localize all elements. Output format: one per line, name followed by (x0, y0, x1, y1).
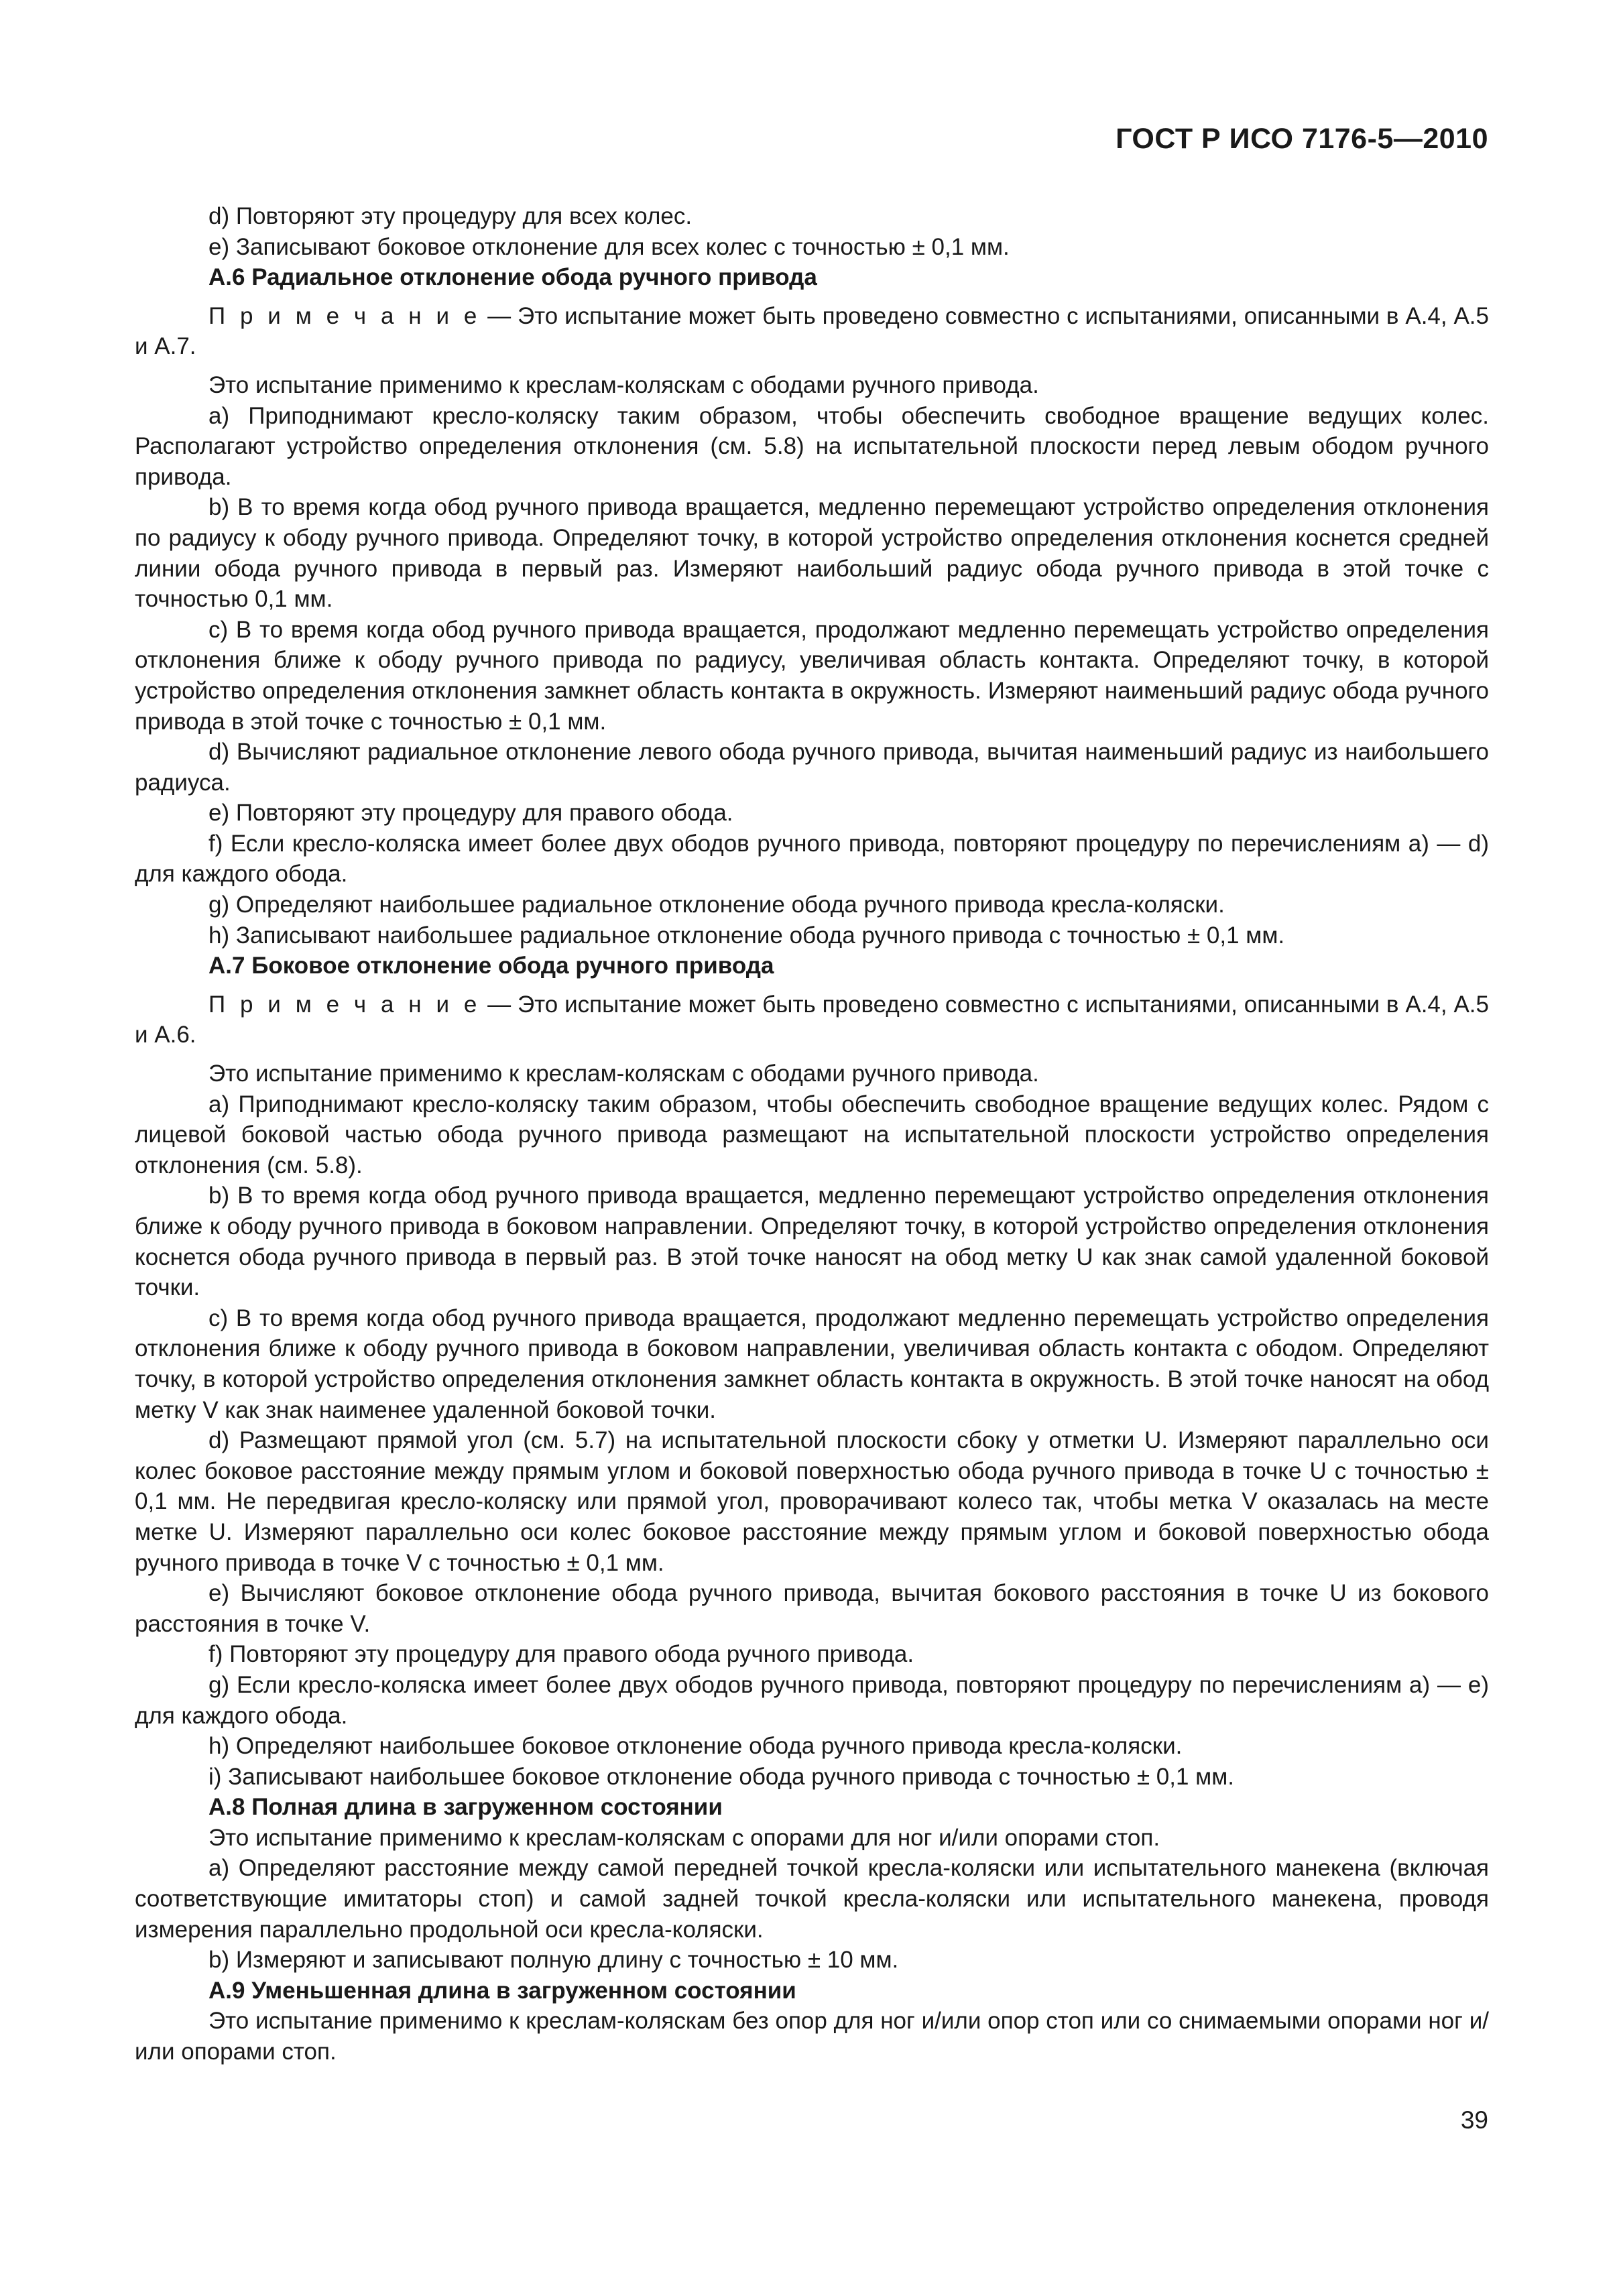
body-paragraph: b) В то время когда обод ручного привода вращается, медленно перемещают устройство определения отклонения ближе к ободу ручного привода в боковом направлении. Определяют точку, в которой устройство определения отклонения коснется обода ручного привода в первый раз. В этой точке наносят на обод метку U как знак самой удаленной боковой точки. (135, 1183, 1489, 1301)
document-body (135, 201, 1489, 2067)
body-paragraph: d) Повторяют эту процедуру для всех колес. (208, 203, 693, 229)
body-paragraph: h) Записывают наибольшее радиальное отклонение обода ручного привода с точностью ± 0,1 мм. (208, 922, 1285, 949)
body-paragraph: i) Записывают наибольшее боковое отклонение обода ручного привода с точностью ± 0,1 мм. (208, 1763, 1234, 1790)
body-paragraph: e) Повторяют эту процедуру для правого обода. (208, 800, 733, 827)
body-paragraph: e) Вычисляют боковое отклонение обода ручного привода, вычитая бокового расстояния в точке U из бокового расстояния в точке V. (135, 1580, 1489, 1637)
body-paragraph: g) Если кресло-коляска имеет более двух ободов ручного привода, повторяют процедуру по перечислениям a) — e) для каждого обода. (135, 1671, 1489, 1729)
section-heading: А.7 Боковое отклонение обода ручного привода (208, 953, 774, 979)
note-label: П р и м е ч а н и е (208, 302, 481, 329)
section-heading: А.8 Полная длина в загруженном состоянии (208, 1794, 723, 1821)
body-paragraph: d) Вычисляют радиальное отклонение левого обода ручного привода, вычитая наименьший радиус из наибольшего радиуса. (135, 739, 1489, 796)
body-paragraph: a) Приподнимают кресло-коляску таким образом, чтобы обеспечить свободное вращение ведущих колес. Располагают устройство определения отклонения (см. 5.8) на испытательной плоскости перед левым ободом ручного привода. (135, 402, 1489, 490)
section-heading: А.6 Радиальное отклонение обода ручного привода (208, 264, 817, 291)
body-paragraph: b) В то время когда обод ручного привода вращается, медленно перемещают устройство определения отклонения по радиусу к ободу ручного привода. Определяют точку, в которой устройство определения отклонения коснется средней линии обода ручного привода в первый раз. Измеряют наибольший радиус обода ручного привода в этой точке с точностью 0,1 мм. (135, 494, 1489, 613)
body-paragraph: Это испытание применимо к креслам-коляскам без опор для ног и/или опор стоп или со снимаемыми опорами ног и/или опорами стоп. (135, 2008, 1489, 2065)
note-text: — Это испытание может быть проведено совместно с испытаниями, описанными в А.4, А.5 и А.7. (135, 302, 1489, 360)
body-paragraph: d) Размещают прямой угол (см. 5.7) на испытательной плоскости сбоку у отметки U. Измеряют параллельно оси колес боковое расстояние между прямым углом и боковой поверхностью обода ручного привода в точке U с точностью ± 0,1 мм. Не передвигая кресло-коляску или прямой угол, проворачивают колесо так, чтобы метка V оказалась на месте метке U. Измеряют параллельно оси колес боковое расстояние между прямым углом и боковой поверхностью обода ручного привода в точке V с точностью ± 0,1 мм. (135, 1427, 1489, 1576)
note-text: — Это испытание может быть проведено совместно с испытаниями, описанными в А.4, А.5 и А.6. (135, 991, 1489, 1048)
body-paragraph: c) В то время когда обод ручного привода вращается, продолжают медленно перемещать устройство определения отклонения ближе к ободу ручного привода по радиусу, увеличивая область контакта. Определяют точку, в которой устройство определения отклонения замкнет область контакта в окружность. Измеряют наименьший радиус обода ручного привода в этой точке с точностью ± 0,1 мм. (135, 616, 1489, 735)
body-paragraph: g) Определяют наибольшее радиальное отклонение обода ручного привода кресла-коляски. (208, 892, 1225, 918)
body-paragraph: h) Определяют наибольшее боковое отклонение обода ручного привода кресла-коляски. (208, 1733, 1183, 1760)
body-paragraph: Это испытание применимо к креслам-коляскам с ободами ручного привода. (208, 1061, 1039, 1087)
note-label: П р и м е ч а н и е (208, 991, 481, 1018)
body-paragraph: a) Приподнимают кресло-коляску таким образом, чтобы обеспечить свободное вращение ведущих колес. Рядом с лицевой боковой частью обода ручного привода размещают на испытательной плоскости устройство определения отклонения (см. 5.8). (135, 1091, 1489, 1179)
body-paragraph: f) Если кресло-коляска имеет более двух ободов ручного привода, повторяют процедуру по перечислениям a) — d) для каждого обода. (135, 830, 1489, 888)
body-paragraph: b) Измеряют и записывают полную длину с точностью ± 10 мм. (208, 1947, 899, 1974)
body-paragraph: e) Записывают боковое отклонение для всех колес с точностью ± 0,1 мм. (208, 233, 1010, 260)
body-paragraph: Это испытание применимо к креслам-коляскам с опорами для ног и/или опорами стоп. (208, 1824, 1160, 1851)
body-paragraph: Это испытание применимо к креслам-коляскам с ободами ручного привода. (208, 371, 1039, 398)
note-paragraph (135, 989, 1489, 1050)
standard-designation: ГОСТ Р ИСО 7176-5—2010 (1116, 123, 1488, 155)
section-heading: А.9 Уменьшенная длина в загруженном состоянии (208, 1977, 796, 2004)
body-paragraph: c) В то время когда обод ручного привода вращается, продолжают медленно перемещать устройство определения отклонения ближе к ободу ручного привода в боковом направлении, увеличивая область контакта с ободом. Определяют точку, в которой устройство определения отклонения замкнет область контакта в окружность. В этой точке наносят на обод метку V как знак наименее удаленной боковой точки. (135, 1305, 1489, 1423)
note-paragraph (135, 301, 1489, 362)
page-number: 39 (1460, 2106, 1488, 2134)
body-paragraph: f) Повторяют эту процедуру для правого обода ручного привода. (208, 1641, 914, 1668)
body-paragraph: a) Определяют расстояние между самой передней точкой кресла-коляски или испытательного манекена (включая соответствующие имитаторы стоп) и самой задней точкой кресла-коляски или испытательного манекена, проводя измерения параллельно продольной оси кресла-коляски. (135, 1855, 1489, 1943)
